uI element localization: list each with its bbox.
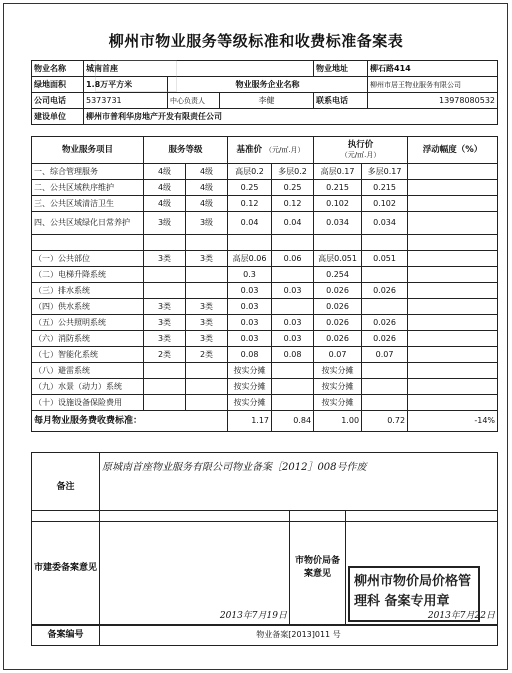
table-row xyxy=(32,347,498,363)
float-rate xyxy=(408,331,498,347)
header-project: 物业服务项目 xyxy=(32,137,144,164)
base-price-high: 0.08 xyxy=(228,347,272,363)
exec-price-multi xyxy=(362,395,408,411)
item-name: 二、公共区域秩序维护 xyxy=(32,180,144,196)
base-price-multi xyxy=(272,395,314,411)
level-2 xyxy=(186,283,228,299)
base-price-high: 高层0.2 xyxy=(228,164,272,180)
item-name: （七）智能化系统 xyxy=(32,347,144,363)
base-price-high: 0.25 xyxy=(228,180,272,196)
exec-price-multi: 多层0.17 xyxy=(362,164,408,180)
item-name: （八）避雷系统 xyxy=(32,363,144,379)
level-1: 3类 xyxy=(144,331,186,347)
price-opinion-label: 市物价局备案意见 xyxy=(290,511,346,626)
level-2: 3类 xyxy=(186,315,228,331)
table-row xyxy=(32,395,498,411)
exec-price-multi: 0.102 xyxy=(362,196,408,212)
exec-price-multi xyxy=(362,379,408,395)
table-row xyxy=(32,180,498,196)
area-label: 绿地面积 xyxy=(32,77,84,93)
company-value: 柳州市居王物业服务有限公司 xyxy=(368,77,498,93)
developer-value: 柳州市普利华房地产开发有限责任公司 xyxy=(84,109,498,125)
base-price-high: 高层0.06 xyxy=(228,251,272,267)
level-1: 4级 xyxy=(144,180,186,196)
phone-label: 公司电话 xyxy=(32,93,84,109)
base-price-multi: 0.04 xyxy=(272,212,314,235)
float-rate xyxy=(408,267,498,283)
exec-price-high: 按实分摊 xyxy=(314,363,362,379)
property-name-value: 城南首座 xyxy=(84,61,314,77)
record-number-value: 物业备案[2013]011 号 xyxy=(100,625,498,646)
exec-price-multi xyxy=(362,363,408,379)
document-title: 柳州市物业服务等级标准和收费标准备案表 xyxy=(108,32,404,50)
level-1: 4级 xyxy=(144,196,186,212)
level-1 xyxy=(144,235,186,251)
table-row xyxy=(32,251,498,267)
developer-label: 建设单位 xyxy=(32,109,84,125)
faded-stamp xyxy=(95,60,177,92)
level-1 xyxy=(144,267,186,283)
float-rate xyxy=(408,251,498,267)
item-name: （六）消防系统 xyxy=(32,331,144,347)
exec-price-multi: 0.026 xyxy=(362,331,408,347)
record-number-label: 备案编号 xyxy=(32,625,100,646)
exec-price-high: 0.026 xyxy=(314,331,362,347)
table-row xyxy=(32,331,498,347)
table-row xyxy=(32,196,498,212)
float-rate xyxy=(408,363,498,379)
footer-section xyxy=(31,624,497,646)
level-1 xyxy=(144,283,186,299)
item-name: （九）水景（动力）系统 xyxy=(32,379,144,395)
header-exec-price-label: 执行价 xyxy=(347,140,374,150)
level-2 xyxy=(186,379,228,395)
level-1: 3类 xyxy=(144,251,186,267)
exec-price-high: 0.102 xyxy=(314,196,362,212)
total-exec-high: 1.00 xyxy=(314,411,362,432)
level-1 xyxy=(144,395,186,411)
construction-opinion-label: 市建委备案意见 xyxy=(32,511,100,626)
contact-value: 13978080532 xyxy=(368,93,498,109)
exec-price-multi: 0.07 xyxy=(362,347,408,363)
contact-label: 联系电话 xyxy=(314,93,368,109)
exec-price-high: 高层0.051 xyxy=(314,251,362,267)
base-price-high: 0.03 xyxy=(228,315,272,331)
header-level: 服务等级 xyxy=(144,137,228,164)
total-base-high: 1.17 xyxy=(228,411,272,432)
construction-opinion-date: 2013年7月19日 xyxy=(100,511,290,626)
table-row xyxy=(32,379,498,395)
table-row xyxy=(32,299,498,315)
base-price-multi xyxy=(272,379,314,395)
float-rate xyxy=(408,212,498,235)
phone-value: 5373731 xyxy=(84,93,168,109)
float-rate xyxy=(408,299,498,315)
item-name: 一、综合管理服务 xyxy=(32,164,144,180)
item-name: （十）设施设备保险费用 xyxy=(32,395,144,411)
base-price-high: 0.3 xyxy=(228,267,272,283)
float-rate xyxy=(408,235,498,251)
base-price-multi: 0.08 xyxy=(272,347,314,363)
float-rate xyxy=(408,315,498,331)
level-1: 4级 xyxy=(144,164,186,180)
base-price-multi: 0.03 xyxy=(272,315,314,331)
property-name-label: 物业名称 xyxy=(32,61,84,77)
item-name xyxy=(32,235,144,251)
price-opinion-date: 2013年7月22日 xyxy=(346,511,498,626)
level-2 xyxy=(186,267,228,283)
total-base-multi: 0.84 xyxy=(272,411,314,432)
total-exec-multi: 0.72 xyxy=(362,411,408,432)
table-row xyxy=(32,212,498,235)
service-table xyxy=(31,136,497,432)
level-1 xyxy=(144,379,186,395)
base-price-multi: 0.03 xyxy=(272,283,314,299)
level-1: 3类 xyxy=(144,299,186,315)
base-price-multi xyxy=(272,267,314,283)
header-float: 浮动幅度（%） xyxy=(408,137,498,164)
property-address-label: 物业地址 xyxy=(314,61,368,77)
header-base-unit: （元/㎡.月） xyxy=(264,146,305,154)
base-price-multi xyxy=(272,363,314,379)
float-rate xyxy=(408,196,498,212)
level-2 xyxy=(186,395,228,411)
manager-label: 中心负责人 xyxy=(168,93,220,109)
exec-price-high: 0.254 xyxy=(314,267,362,283)
level-2: 3级 xyxy=(186,212,228,235)
float-rate xyxy=(408,347,498,363)
exec-price-high: 按实分摊 xyxy=(314,379,362,395)
base-price-high: 0.03 xyxy=(228,331,272,347)
item-name: 四、公共区域绿化日常养护 xyxy=(32,212,144,235)
exec-price-high: 0.026 xyxy=(314,299,362,315)
table-row xyxy=(32,235,498,251)
item-name: 三、公共区域清洁卫生 xyxy=(32,196,144,212)
exec-price-multi: 0.026 xyxy=(362,283,408,299)
base-price-high: 0.03 xyxy=(228,299,272,315)
base-price-multi: 0.06 xyxy=(272,251,314,267)
exec-price-high xyxy=(314,235,362,251)
level-1 xyxy=(144,363,186,379)
base-price-multi: 0.03 xyxy=(272,331,314,347)
base-price-high: 按实分摊 xyxy=(228,363,272,379)
exec-price-high: 0.026 xyxy=(314,315,362,331)
exec-price-multi: 0.034 xyxy=(362,212,408,235)
level-1: 2类 xyxy=(144,347,186,363)
base-price-multi: 0.25 xyxy=(272,180,314,196)
header-exec-price xyxy=(314,137,408,164)
item-name: （一）公共部位 xyxy=(32,251,144,267)
level-1: 3类 xyxy=(144,315,186,331)
exec-price-high: 高层0.17 xyxy=(314,164,362,180)
exec-price-high: 0.215 xyxy=(314,180,362,196)
table-row xyxy=(32,363,498,379)
base-price-high: 0.04 xyxy=(228,212,272,235)
area-value: 1.8万平方米 xyxy=(84,77,168,93)
remarks-text: 原城南首座物业服务有限公司物业备案［2012］008号作废 xyxy=(100,453,498,522)
property-address-value: 柳石路414 xyxy=(368,61,498,77)
base-price-high: 0.03 xyxy=(228,283,272,299)
level-2: 3类 xyxy=(186,331,228,347)
header-exec-unit: （元/㎡.月） xyxy=(340,151,381,159)
level-2 xyxy=(186,363,228,379)
base-price-multi: 0.12 xyxy=(272,196,314,212)
level-2: 4级 xyxy=(186,180,228,196)
float-rate xyxy=(408,164,498,180)
level-2 xyxy=(186,235,228,251)
exec-price-high: 按实分摊 xyxy=(314,395,362,411)
table-row xyxy=(32,283,498,299)
exec-price-multi xyxy=(362,235,408,251)
total-label: 每月物业服务费收费标准： xyxy=(32,411,228,432)
exec-price-multi: 0.215 xyxy=(362,180,408,196)
float-rate xyxy=(408,283,498,299)
total-float: -14% xyxy=(408,411,498,432)
remarks-label: 备注 xyxy=(32,453,100,522)
exec-price-multi xyxy=(362,267,408,283)
table-row xyxy=(32,164,498,180)
base-price-multi xyxy=(272,235,314,251)
item-name: （二）电梯升降系统 xyxy=(32,267,144,283)
exec-price-multi xyxy=(362,299,408,315)
exec-price-high: 0.034 xyxy=(314,212,362,235)
exec-price-multi: 0.051 xyxy=(362,251,408,267)
level-2: 3类 xyxy=(186,251,228,267)
level-2: 4级 xyxy=(186,196,228,212)
header-base-price-label: 基准价 xyxy=(236,145,262,155)
manager-value: 李健 xyxy=(220,93,314,109)
table-row xyxy=(32,267,498,283)
item-name: （四）供水系统 xyxy=(32,299,144,315)
base-price-high: 按实分摊 xyxy=(228,379,272,395)
base-price-high xyxy=(228,235,272,251)
item-name: （三）排水系统 xyxy=(32,283,144,299)
exec-price-high: 0.07 xyxy=(314,347,362,363)
float-rate xyxy=(408,180,498,196)
base-price-high: 按实分摊 xyxy=(228,395,272,411)
table-row xyxy=(32,315,498,331)
header-base-price xyxy=(228,137,314,164)
float-rate xyxy=(408,379,498,395)
base-price-multi xyxy=(272,299,314,315)
level-2: 3类 xyxy=(186,299,228,315)
price-bureau-stamp: 柳州市物价局价格管理科 备案专用章 xyxy=(348,566,480,622)
level-1: 3级 xyxy=(144,212,186,235)
base-price-multi: 多层0.2 xyxy=(272,164,314,180)
item-name: （五）公共照明系统 xyxy=(32,315,144,331)
company-label: 物业服务企业名称 xyxy=(168,77,368,93)
level-2: 2类 xyxy=(186,347,228,363)
float-rate xyxy=(408,395,498,411)
level-2: 4级 xyxy=(186,164,228,180)
exec-price-multi: 0.026 xyxy=(362,315,408,331)
base-price-high: 0.12 xyxy=(228,196,272,212)
exec-price-high: 0.026 xyxy=(314,283,362,299)
